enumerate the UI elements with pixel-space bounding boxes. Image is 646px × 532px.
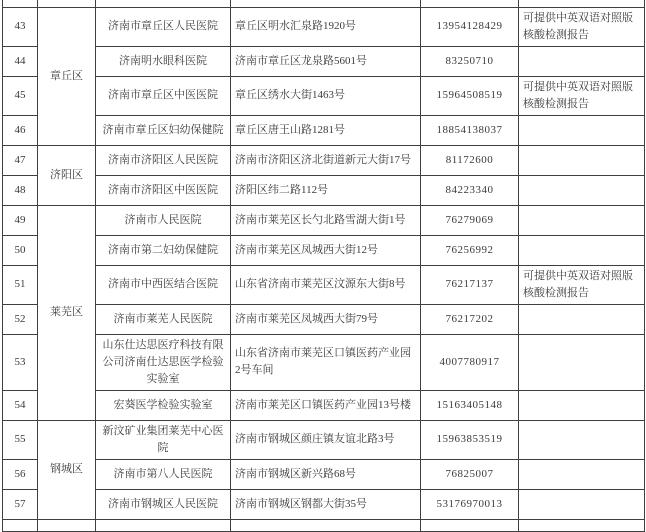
table-row [3,76,645,115]
address-cell: 济南市莱芜区长勺北路雪湖大街1号 [231,205,421,235]
row-number-cell: 48 [3,175,38,205]
row-number-cell: 44 [3,46,38,76]
table-row [3,265,645,304]
partial-cell [231,519,421,531]
remark-cell [519,489,645,519]
row-number-cell: 49 [3,205,38,235]
partial-row-top [3,0,645,7]
hospital-name-cell: 济南明水眼科医院 [96,46,231,76]
remark-cell [519,390,645,420]
row-number-cell: 53 [3,334,38,390]
hospital-name-cell: 济南市人民医院 [96,205,231,235]
hospital-name-cell: 济南市章丘区中医医院 [96,76,231,115]
hospital-name-cell: 济南市钢城区人民医院 [96,489,231,519]
phone-cell: 83250710 [421,46,519,76]
address-cell: 济南市莱芜区凤城西大街79号 [231,304,421,334]
district-cell: 钢城区 [38,420,96,519]
table-row [3,115,645,145]
hospital-table-body [3,0,645,531]
remark-cell: 可提供中英双语对照版核酸检测报告 [519,265,645,304]
partial-cell [519,0,645,7]
phone-cell: 76825007 [421,459,519,489]
phone-cell: 15963853519 [421,420,519,459]
partial-cell [421,0,519,7]
table-row [3,175,645,205]
partial-cell [519,519,645,531]
partial-cell [38,0,96,7]
row-number-cell: 55 [3,420,38,459]
address-cell: 济南市钢城区新兴路68号 [231,459,421,489]
table-row [3,205,645,235]
partial-cell [3,519,38,531]
remark-cell [519,175,645,205]
table-row [3,145,645,175]
remark-cell [519,46,645,76]
hospital-name-cell: 济南市济阳区中医医院 [96,175,231,205]
phone-cell: 81172600 [421,145,519,175]
hospital-name-cell: 济南市第八人民医院 [96,459,231,489]
table-row [3,334,645,390]
address-cell: 章丘区明水汇泉路1920号 [231,7,421,46]
table-row [3,235,645,265]
phone-cell: 76217137 [421,265,519,304]
partial-cell [231,0,421,7]
partial-cell [96,0,231,7]
address-cell: 章丘区绣水大街1463号 [231,76,421,115]
address-cell: 济南市莱芜区口镇医药产业园13号楼 [231,390,421,420]
phone-cell: 76279069 [421,205,519,235]
row-number-cell: 56 [3,459,38,489]
table-row [3,304,645,334]
phone-cell: 15163405148 [421,390,519,420]
remark-cell [519,145,645,175]
partial-row-bottom [3,519,645,531]
partial-cell [38,519,96,531]
phone-cell: 4007780917 [421,334,519,390]
hospital-name-cell: 济南市中西医结合医院 [96,265,231,304]
phone-cell: 76256992 [421,235,519,265]
district-cell: 莱芜区 [38,205,96,420]
district-cell: 章丘区 [38,7,96,145]
remark-cell [519,304,645,334]
table-row [3,7,645,46]
row-number-cell: 57 [3,489,38,519]
hospital-name-cell: 济南市莱芜人民医院 [96,304,231,334]
phone-cell: 53176970013 [421,489,519,519]
partial-cell [96,519,231,531]
row-number-cell: 54 [3,390,38,420]
phone-cell: 76217202 [421,304,519,334]
row-number-cell: 51 [3,265,38,304]
hospital-table [2,0,645,532]
phone-cell: 15964508519 [421,76,519,115]
row-number-cell: 45 [3,76,38,115]
table-row [3,390,645,420]
address-cell: 济南市济阳区济北街道新元大街17号 [231,145,421,175]
hospital-name-cell: 济南市第二妇幼保健院 [96,235,231,265]
hospital-name-cell: 济南市济阳区人民医院 [96,145,231,175]
address-cell: 济南市章丘区龙泉路5601号 [231,46,421,76]
hospital-name-cell: 济南市章丘区人民医院 [96,7,231,46]
remark-cell [519,459,645,489]
remark-cell [519,334,645,390]
address-cell: 济阳区纬二路112号 [231,175,421,205]
table-row [3,420,645,459]
row-number-cell: 52 [3,304,38,334]
phone-cell: 13954128429 [421,7,519,46]
remark-cell [519,235,645,265]
partial-cell [421,519,519,531]
address-cell: 山东省济南市莱芜区汶源东大街8号 [231,265,421,304]
partial-cell [3,0,38,7]
remark-cell [519,420,645,459]
phone-cell: 84223340 [421,175,519,205]
remark-cell: 可提供中英双语对照版核酸检测报告 [519,7,645,46]
hospital-name-cell: 新汶矿业集团莱芜中心医院 [96,420,231,459]
remark-cell [519,115,645,145]
address-cell: 济南市钢城区颜庄镇友谊北路3号 [231,420,421,459]
address-cell: 济南市莱芜区凤城西大街12号 [231,235,421,265]
hospital-name-cell: 山东仕达思医疗科技有限公司济南仕达思医学检验实验室 [96,334,231,390]
table-row [3,489,645,519]
address-cell: 章丘区唐王山路1281号 [231,115,421,145]
address-cell: 济南市钢城区钢都大街35号 [231,489,421,519]
row-number-cell: 50 [3,235,38,265]
remark-cell: 可提供中英双语对照版核酸检测报告 [519,76,645,115]
hospital-name-cell: 济南市章丘区妇幼保健院 [96,115,231,145]
hospital-name-cell: 宏葵医学检验实验室 [96,390,231,420]
row-number-cell: 47 [3,145,38,175]
phone-cell: 18854138037 [421,115,519,145]
table-row [3,459,645,489]
row-number-cell: 43 [3,7,38,46]
address-cell: 山东省济南市莱芜区口镇医药产业园2号车间 [231,334,421,390]
table-row [3,46,645,76]
row-number-cell: 46 [3,115,38,145]
district-cell: 济阳区 [38,145,96,205]
remark-cell [519,205,645,235]
